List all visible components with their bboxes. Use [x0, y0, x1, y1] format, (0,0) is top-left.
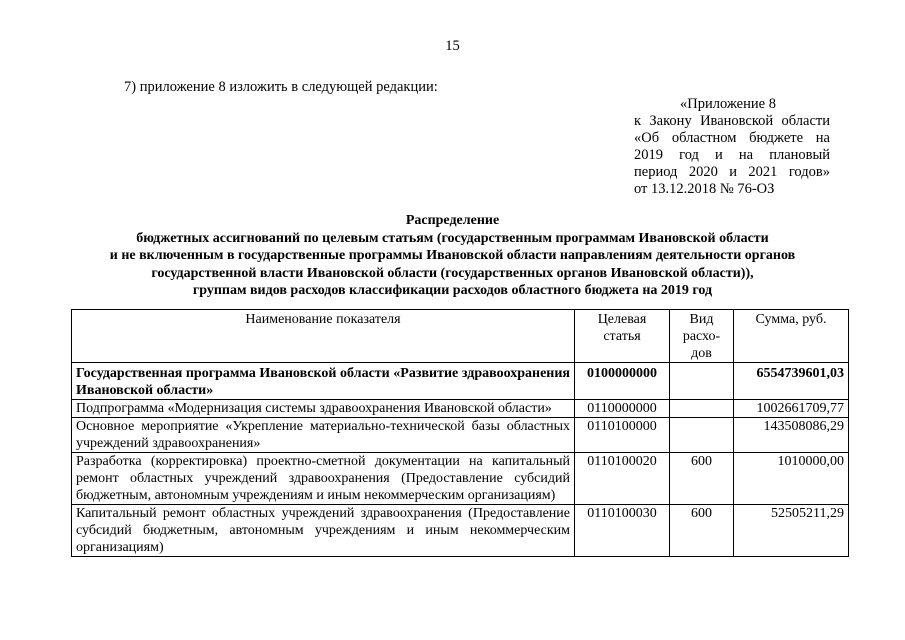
appendix-reference [634, 96, 830, 198]
row-name: Подпрограмма «Модернизация системы здравоохранения Ивановской области» [72, 400, 575, 418]
appendix-line: к Закону Ивановской области [634, 113, 830, 129]
row-type [670, 400, 734, 418]
row-sum: 1002661709,77 [734, 400, 849, 418]
header-sum: Сумма, руб. [734, 310, 849, 363]
row-sum: 6554739601,03 [734, 363, 849, 400]
table-row [72, 453, 849, 505]
page-number: 15 [445, 38, 460, 54]
document-heading [60, 212, 845, 300]
heading-line: Распределение [405, 213, 500, 228]
heading-line: и не включенным в государственные программы Ивановской области направлениям деятельности органов [109, 248, 796, 264]
row-type: 600 [670, 505, 734, 557]
row-code: 0110100020 [575, 453, 670, 505]
row-name: Государственная программа Ивановской области «Развитие здравоохранения Ивановской области» [72, 363, 575, 400]
heading-line: бюджетных ассигнований по целевым статьям (государственным программам Ивановской области [136, 230, 769, 246]
row-type: 600 [670, 453, 734, 505]
table-row [72, 400, 849, 418]
row-name: Капитальный ремонт областных учреждений здравоохранения (Предоставление субсидий бюджетным, автономным учреждениям и иным некоммерческим организациям) [72, 505, 575, 557]
row-type [670, 418, 734, 453]
row-sum: 52505211,29 [734, 505, 849, 557]
header-name: Наименование показателя [72, 310, 575, 363]
budget-table [71, 309, 849, 557]
heading-line: государственной власти Ивановской области (государственных органов Ивановской области)), [151, 265, 754, 281]
row-name: Основное мероприятие «Укрепление материально-технической базы областных учреждений здравоохранения» [72, 418, 575, 453]
intro-text: 7) приложение 8 изложить в следующей редакции: [124, 79, 438, 95]
heading-line: группам видов расходов классификации расходов областного бюджета на 2019 год [192, 283, 713, 299]
table-row [72, 505, 849, 557]
table-row [72, 418, 849, 453]
row-code: 0100000000 [575, 363, 670, 400]
row-code: 0110100030 [575, 505, 670, 557]
appendix-line: от 13.12.2018 № 76-ОЗ [634, 181, 775, 197]
appendix-line: «Приложение 8 [680, 96, 776, 112]
table-row [72, 363, 849, 400]
table-header-row [72, 310, 849, 363]
appendix-line: «Об областном бюджете на [634, 130, 830, 146]
row-code: 0110000000 [575, 400, 670, 418]
header-type: Вид расхо-дов [670, 310, 734, 363]
row-sum: 143508086,29 [734, 418, 849, 453]
header-code: Целевая статья [575, 310, 670, 363]
row-sum: 1010000,00 [734, 453, 849, 505]
row-code: 0110100000 [575, 418, 670, 453]
appendix-line: 2019 год и на плановый [634, 147, 830, 163]
appendix-line: период 2020 и 2021 годов» [634, 164, 830, 180]
row-name: Разработка (корректировка) проектно-сметной документации на капитальный ремонт областных учреждений здравоохранения (Предоставление субсидий бюджетным, автономным учреждениям и иным некоммерческим организациям) [72, 453, 575, 505]
row-type [670, 363, 734, 400]
